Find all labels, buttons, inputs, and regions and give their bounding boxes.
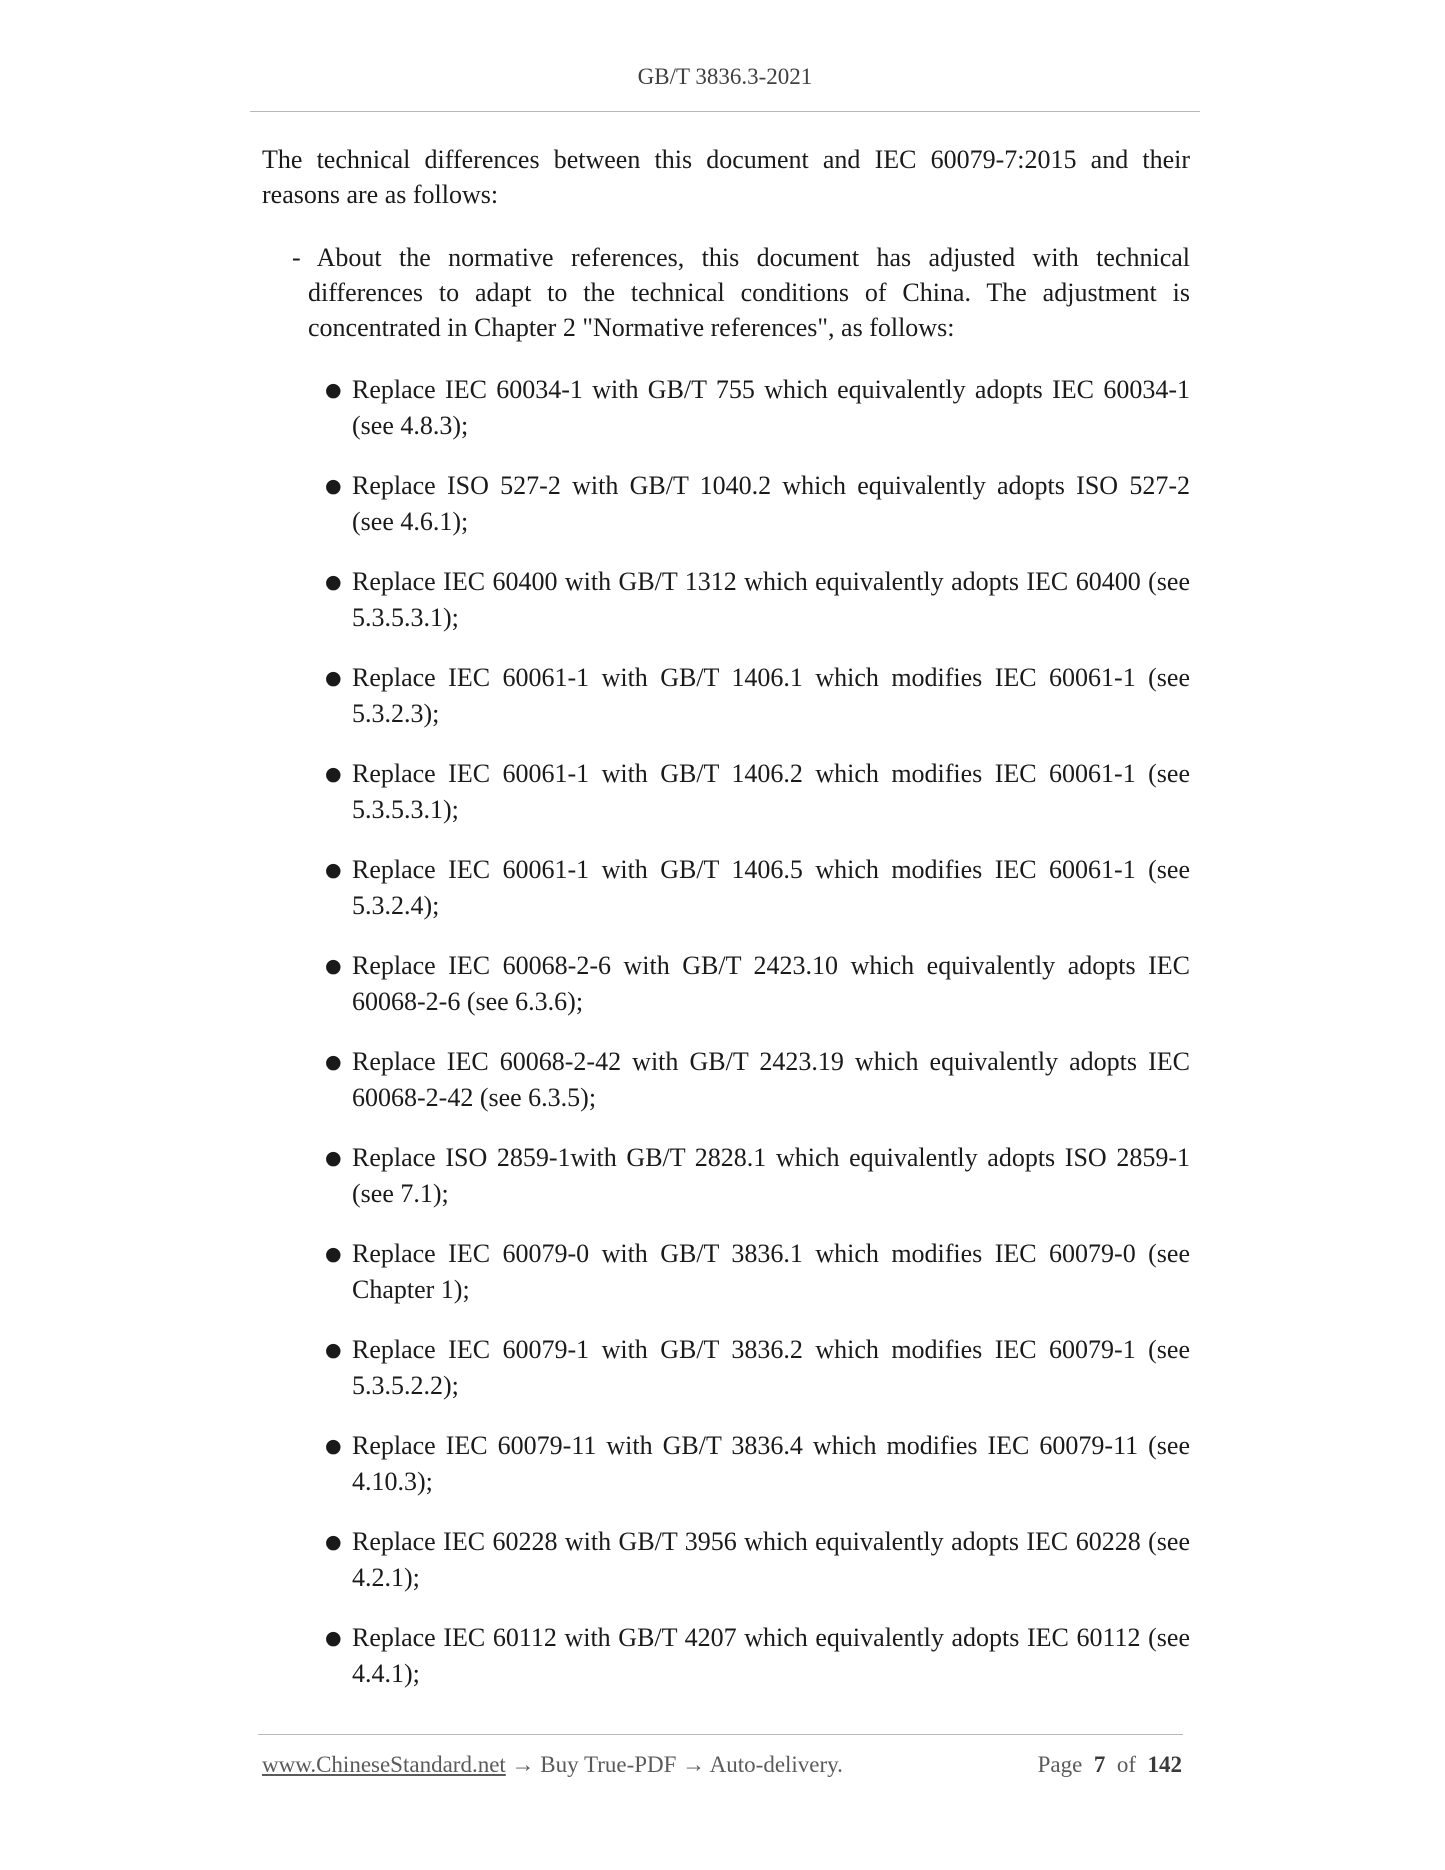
bullet-icon: ●	[325, 859, 342, 881]
bullet-icon: ●	[325, 1627, 342, 1649]
page-of-label: of	[1116, 1752, 1136, 1777]
header-divider	[250, 111, 1200, 112]
normative-references-item: - About the normative references, this document has adjusted with technical differences to adapt to the technical conditions of China. The adjustment is concentrated in Chapter 2 "Normative references", as follows:	[292, 243, 1190, 342]
bullet-icon: ●	[325, 1435, 342, 1457]
replacement-list	[325, 372, 1190, 1716]
list-item-text: Replace IEC 60228 with GB/T 3956 which equivalently adopts IEC 60228 (see 4.2.1);	[352, 1527, 1190, 1592]
bullet-icon: ●	[325, 379, 342, 401]
page-header-title: GB/T 3836.3-2021	[637, 64, 813, 89]
list-item-text: Replace IEC 60034-1 with GB/T 755 which equivalently adopts IEC 60034-1 (see 4.8.3);	[352, 375, 1190, 440]
current-page: 7	[1093, 1752, 1106, 1777]
list-item	[325, 660, 1190, 756]
list-item-text: Replace IEC 60068-2-6 with GB/T 2423.10 which equivalently adopts IEC 60068-2-6 (see 6.3.6);	[352, 951, 1190, 1016]
website-link[interactable]: www.ChineseStandard.net	[262, 1752, 506, 1777]
list-item	[325, 1332, 1190, 1428]
list-item-text: Replace IEC 60400 with GB/T 1312 which equivalently adopts IEC 60400 (see 5.3.5.3.1);	[352, 567, 1190, 632]
intro-paragraph: The technical differences between this document and IEC 60079-7:2015 and their reasons are as follows:	[262, 145, 1190, 209]
total-pages: 142	[1147, 1752, 1182, 1777]
list-item	[325, 852, 1190, 948]
list-item-text: Replace ISO 527-2 with GB/T 1040.2 which equivalently adopts ISO 527-2 (see 4.6.1);	[352, 471, 1190, 536]
list-item	[325, 948, 1190, 1044]
bullet-icon: ●	[325, 1339, 342, 1361]
bullet-icon: ●	[325, 763, 342, 785]
list-item-text: Replace IEC 60079-1 with GB/T 3836.2 which modifies IEC 60079-1 (see 5.3.5.2.2);	[352, 1335, 1190, 1400]
list-item	[325, 564, 1190, 660]
list-item-text: Replace IEC 60061-1 with GB/T 1406.2 which modifies IEC 60061-1 (see 5.3.5.3.1);	[352, 759, 1190, 824]
list-item	[325, 756, 1190, 852]
bullet-icon: ●	[325, 1243, 342, 1265]
footer-divider	[258, 1734, 1183, 1735]
page-counter	[1038, 1752, 1182, 1778]
list-item-text: Replace IEC 60112 with GB/T 4207 which equivalently adopts IEC 60112 (see 4.4.1);	[352, 1623, 1190, 1688]
list-item-text: Replace IEC 60061-1 with GB/T 1406.1 which modifies IEC 60061-1 (see 5.3.2.3);	[352, 663, 1190, 728]
list-item	[325, 1428, 1190, 1524]
list-item	[325, 1236, 1190, 1332]
bullet-icon: ●	[325, 1531, 342, 1553]
bullet-icon: ●	[325, 667, 342, 689]
bullet-icon: ●	[325, 475, 342, 497]
page-label: Page	[1037, 1752, 1083, 1777]
list-item	[325, 1140, 1190, 1236]
list-item-text: Replace IEC 60068-2-42 with GB/T 2423.19 which equivalently adopts IEC 60068-2-42 (see 6.3.5);	[352, 1047, 1190, 1112]
list-item	[325, 1620, 1190, 1716]
footer-tagline: → Buy True-PDF → Auto-delivery.	[505, 1752, 843, 1777]
list-item	[325, 468, 1190, 564]
list-item-text: Replace IEC 60061-1 with GB/T 1406.5 which modifies IEC 60061-1 (see 5.3.2.4);	[352, 855, 1190, 920]
bullet-icon: ●	[325, 1051, 342, 1073]
list-item-text: Replace IEC 60079-11 with GB/T 3836.4 which modifies IEC 60079-11 (see 4.10.3);	[352, 1431, 1190, 1496]
footer-left	[262, 1752, 843, 1778]
bullet-icon: ●	[325, 1147, 342, 1169]
list-item-text: Replace ISO 2859-1with GB/T 2828.1 which equivalently adopts ISO 2859-1 (see 7.1);	[352, 1143, 1190, 1208]
list-item-text: Replace IEC 60079-0 with GB/T 3836.1 which modifies IEC 60079-0 (see Chapter 1);	[352, 1239, 1190, 1304]
list-item	[325, 1044, 1190, 1140]
list-item	[325, 372, 1190, 468]
bullet-icon: ●	[325, 955, 342, 977]
list-item	[325, 1524, 1190, 1620]
bullet-icon: ●	[325, 571, 342, 593]
